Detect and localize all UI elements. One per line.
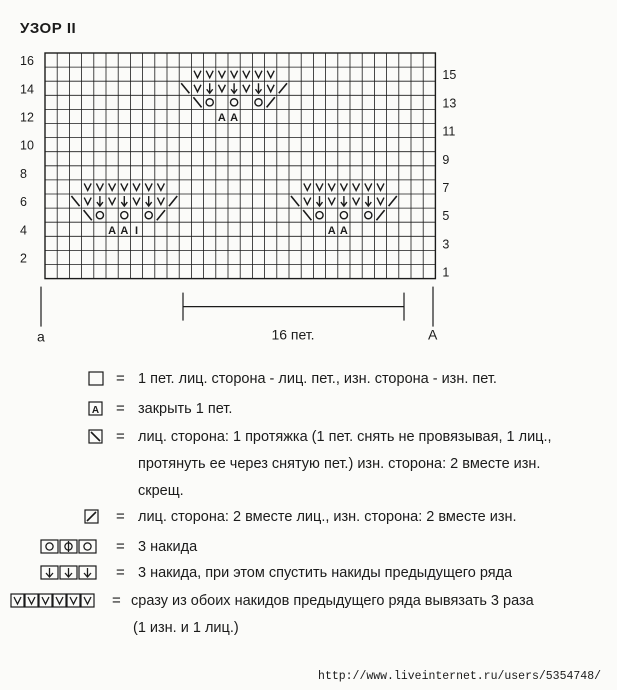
legend-symbol: [88, 429, 104, 445]
purl-knit-mark: [365, 183, 372, 190]
row-label-left: 12: [20, 110, 34, 125]
legend-symbol: [10, 593, 98, 609]
bind-off-mark: A: [339, 224, 348, 237]
v-mark: [84, 597, 91, 604]
yarn-over-mark: [365, 212, 372, 219]
purl-knit-mark: [145, 183, 152, 190]
slant-line: [91, 432, 100, 441]
row-label-right: 1: [442, 265, 450, 280]
ssk-mark: [291, 196, 299, 206]
purl-knit-mark: [121, 183, 128, 190]
row-label-right: 11: [442, 124, 456, 139]
ssk-mark: [84, 210, 92, 220]
row-label-left: 10: [20, 138, 34, 153]
purl-knit-mark: [243, 71, 250, 78]
ssk-mark: [303, 210, 311, 220]
knit-purl-from-yarn-overs-icon: [10, 593, 98, 609]
legend-symbol: [84, 509, 100, 525]
yarn-over-mark: [206, 99, 213, 106]
right-slant-icon: [84, 509, 100, 525]
pattern-title: УЗОР II: [20, 20, 77, 37]
ssk-mark: [193, 97, 201, 107]
purl-knit-mark: [109, 183, 116, 190]
legend-equals: =: [116, 538, 125, 555]
purl-knit-mark: [194, 85, 201, 92]
legend-equals: =: [116, 400, 125, 417]
legend-symbol: [88, 401, 104, 417]
v-mark: [70, 597, 77, 604]
row-label-left: 6: [20, 195, 27, 210]
left-slant-icon: [88, 429, 104, 445]
legend-symbol: [40, 565, 98, 581]
purl-knit-mark: [255, 71, 262, 78]
legend-text: скрещ.: [138, 483, 184, 499]
legend-text: (1 изн. и 1 лиц.): [133, 620, 239, 636]
bind-off-mark: A: [230, 111, 239, 124]
row-label-left: 16: [20, 54, 34, 69]
purl-knit-mark: [96, 183, 103, 190]
yarn-over-mark: [340, 212, 347, 219]
purl-knit-mark: [206, 71, 213, 78]
row-label-right: 3: [442, 237, 450, 252]
legend-text: 3 накида, при этом спустить накиды предыдущего ряда: [138, 565, 513, 581]
purl-knit-mark: [328, 198, 335, 205]
marker-A-label: A: [428, 326, 438, 343]
bind-off-mark: A: [327, 224, 336, 237]
row-label-left: 2: [20, 251, 27, 266]
knit-stitch-mark: I: [134, 224, 139, 237]
legend-text: протянуть ее через снятую пет.) изн. сторона: 2 вместе изн.: [138, 456, 541, 472]
legend-equals: =: [116, 428, 125, 445]
yarn-over-circle: [84, 543, 91, 550]
legend-text: сразу из обоих накидов предыдущего ряда вывязать 3 раза: [131, 593, 534, 609]
purl-knit-mark: [316, 183, 323, 190]
k2tog-mark: [157, 210, 165, 220]
yarn-over-mark: [96, 212, 103, 219]
purl-knit-mark: [304, 198, 311, 205]
yarn-over-mark: [316, 212, 323, 219]
legend-cell: [89, 372, 103, 385]
purl-knit-mark: [109, 198, 116, 205]
row-label-right: 15: [442, 68, 457, 83]
row-label-left: 4: [20, 223, 27, 238]
purl-knit-mark: [377, 183, 384, 190]
k2tog-mark: [376, 210, 384, 220]
k2tog-mark: [267, 97, 275, 107]
purl-knit-mark: [157, 183, 164, 190]
purl-knit-mark: [218, 85, 225, 92]
empty-cell-icon: [88, 371, 104, 387]
legend-equals: =: [116, 508, 125, 525]
row-label-left: 14: [20, 82, 34, 97]
yarn-over-mark: [145, 212, 152, 219]
purl-knit-mark: [377, 198, 384, 205]
legend-cell: [41, 540, 58, 553]
purl-knit-mark: [218, 71, 225, 78]
purl-knit-mark: [340, 183, 347, 190]
purl-knit-mark: [267, 71, 274, 78]
bind-off-letter: A: [91, 405, 100, 416]
k2tog-mark: [389, 196, 397, 206]
row-label-right: 7: [442, 180, 450, 195]
legend-cell: [79, 540, 96, 553]
row-label-right: 13: [442, 96, 457, 111]
purl-knit-mark: [84, 198, 91, 205]
chart-grid: [45, 53, 435, 279]
purl-knit-mark: [243, 85, 250, 92]
bind-off-icon: [88, 401, 104, 417]
legend-symbol: [88, 371, 104, 387]
bind-off-mark: A: [217, 111, 226, 124]
source-url: http://www.liveinternet.ru/users/5354748/: [318, 670, 601, 683]
v-mark: [28, 597, 35, 604]
row-label-left: 8: [20, 166, 27, 181]
purl-knit-mark: [353, 198, 360, 205]
bind-off-mark: A: [108, 224, 117, 237]
repeat-markers: [41, 287, 433, 327]
ssk-mark: [181, 83, 189, 93]
legend-symbol: [40, 539, 98, 555]
k2tog-mark: [279, 83, 287, 93]
purl-knit-mark: [84, 183, 91, 190]
purl-knit-mark: [353, 183, 360, 190]
marker-a-label: a: [37, 328, 45, 345]
row-label-right: 5: [442, 209, 450, 224]
yarn-over-mark: [121, 212, 128, 219]
drop-yarn-overs-icon: [40, 565, 98, 581]
v-mark: [42, 597, 49, 604]
legend-text: лиц. сторона: 2 вместе лиц., изн. сторона: 2 вместе изн.: [138, 509, 517, 525]
ssk-mark: [71, 196, 79, 206]
legend-text: лиц. сторона: 1 протяжка (1 пет. снять не провязывая, 1 лиц.,: [138, 429, 552, 445]
purl-knit-mark: [231, 71, 238, 78]
legend-text: закрыть 1 пет.: [138, 401, 233, 417]
slant-line: [87, 512, 96, 521]
purl-knit-mark: [157, 198, 164, 205]
repeat-label: 16 пет.: [271, 326, 315, 343]
purl-knit-mark: [304, 183, 311, 190]
yarn-over-mark: [231, 99, 238, 106]
legend-text: 1 пет. лиц. сторона - лиц. пет., изн. сторона - изн. пет.: [138, 371, 497, 387]
three-yarn-overs-icon: [40, 539, 98, 555]
legend-equals: =: [116, 564, 125, 581]
purl-knit-mark: [328, 183, 335, 190]
yarn-over-mark: [255, 99, 262, 106]
v-mark: [56, 597, 63, 604]
purl-knit-mark: [194, 71, 201, 78]
purl-knit-mark: [133, 198, 140, 205]
row-label-right: 9: [442, 152, 450, 167]
legend-text: 3 накида: [138, 539, 198, 555]
bind-off-mark: A: [120, 224, 129, 237]
legend-equals: =: [112, 592, 121, 609]
yarn-over-circle: [46, 543, 53, 550]
v-mark: [14, 597, 21, 604]
legend-equals: =: [116, 370, 125, 387]
k2tog-mark: [169, 196, 177, 206]
purl-knit-mark: [267, 85, 274, 92]
purl-knit-mark: [133, 183, 140, 190]
